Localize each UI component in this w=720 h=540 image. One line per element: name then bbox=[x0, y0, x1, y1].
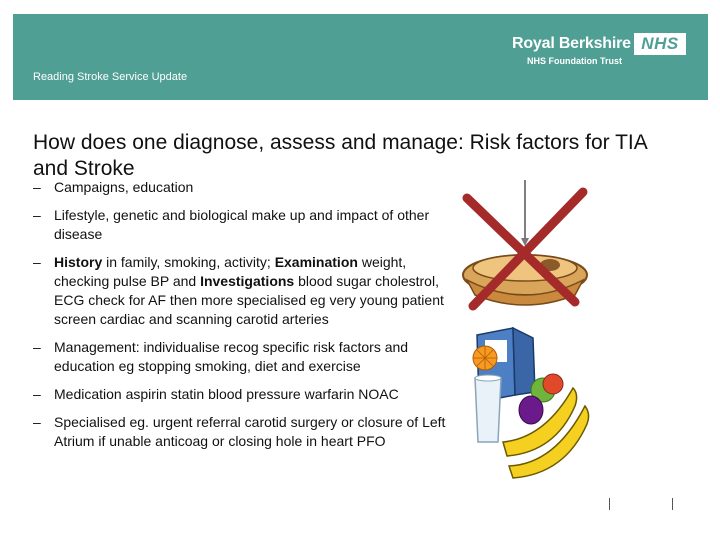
bold-term: Investigations bbox=[200, 273, 295, 289]
illustration bbox=[455, 180, 595, 480]
bullet-run: blood sugar cholestrol, ECG check for AF then more specialised eg very young patient screen cardiac and scanning carotid arteries bbox=[54, 273, 444, 327]
bullet-marker: – bbox=[33, 179, 41, 195]
fruit-and-water-icon bbox=[473, 328, 589, 478]
slide-title: How does one diagnose, assess and manage: Risk factors for TIA and Stroke bbox=[33, 131, 647, 180]
bullet-text: Management: individualise recog specific risk factors and education eg stopping smoking, diet and exercise bbox=[54, 339, 409, 374]
bullet-item bbox=[33, 206, 453, 244]
footer-divider bbox=[672, 498, 673, 510]
bullet-item bbox=[33, 413, 453, 451]
header-banner bbox=[13, 14, 708, 100]
trust-subtitle: NHS Foundation Trust bbox=[527, 56, 622, 66]
crossed-out-pie-icon bbox=[463, 180, 587, 306]
footer-divider bbox=[609, 498, 610, 510]
bullet-run: weight, checking pulse BP and bbox=[54, 254, 407, 289]
bullet-text bbox=[54, 254, 444, 327]
bullet-marker: – bbox=[33, 254, 41, 270]
bullet-text: Medication aspirin statin blood pressure warfarin NOAC bbox=[54, 386, 399, 402]
bold-term: Examination bbox=[274, 254, 358, 270]
trust-name: Royal Berkshire bbox=[512, 35, 631, 52]
bold-term: History bbox=[54, 254, 103, 270]
bullet-item bbox=[33, 385, 453, 404]
bullet-item bbox=[33, 338, 453, 376]
bullet-text: Specialised eg. urgent referral carotid surgery or closure of Left Atrium if unable anticoag or closing hole in heart PFO bbox=[54, 414, 446, 449]
bullet-marker: – bbox=[33, 386, 41, 402]
presentation-subtitle: Reading Stroke Service Update bbox=[33, 71, 188, 83]
bullet-item bbox=[33, 178, 453, 197]
nhs-logo: NHS bbox=[634, 33, 686, 55]
bullet-list bbox=[33, 178, 453, 460]
bullet-run: in family, smoking, activity; bbox=[102, 254, 275, 270]
bullet-text: Lifestyle, genetic and biological make up and impact of other disease bbox=[54, 207, 430, 242]
bullet-marker: – bbox=[33, 207, 41, 223]
bullet-item bbox=[33, 253, 453, 329]
bullet-marker: – bbox=[33, 414, 41, 430]
bullet-text: Campaigns, education bbox=[54, 179, 194, 195]
bullet-marker: – bbox=[33, 339, 41, 355]
